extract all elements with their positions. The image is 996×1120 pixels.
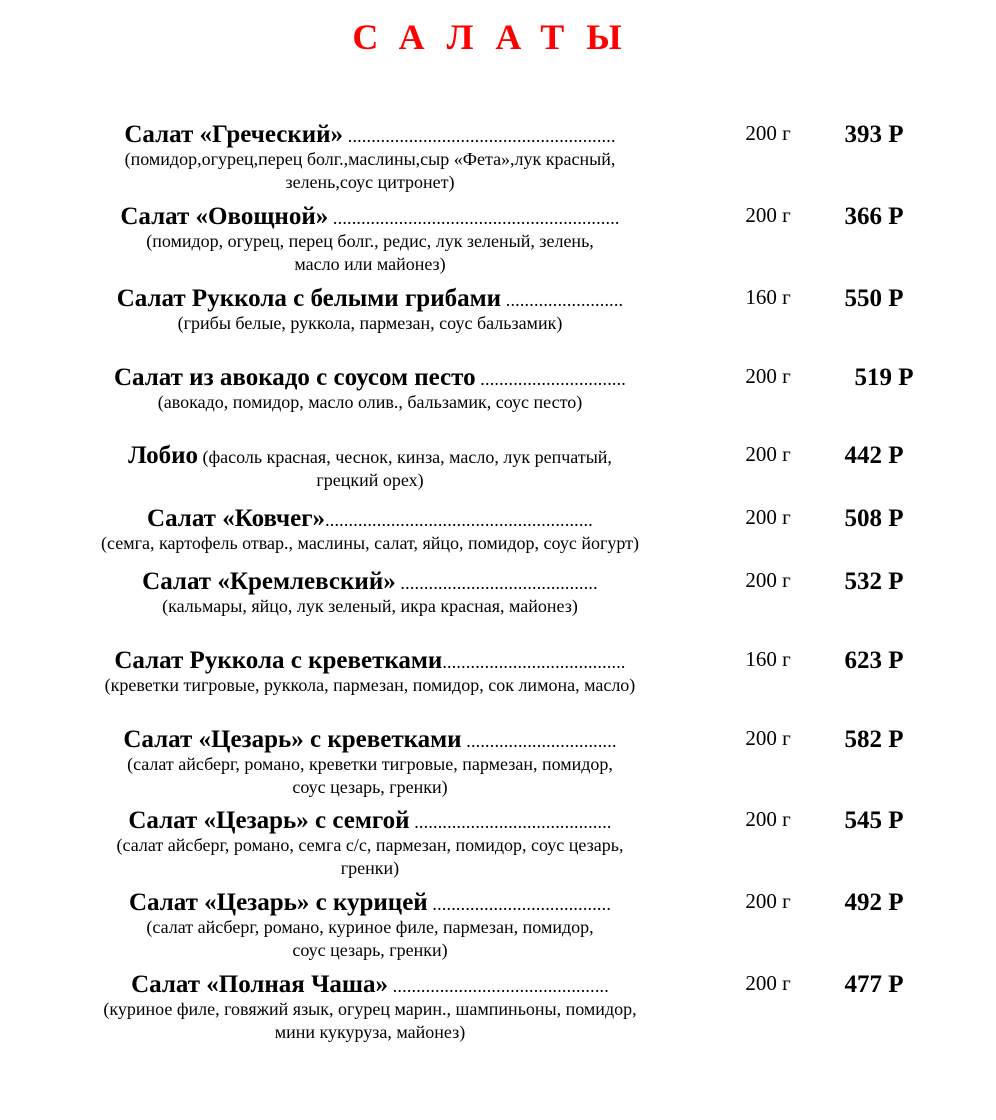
- description-line: (авокадо, помидор, масло олив., бальзамик, соус песто): [157, 392, 583, 412]
- description-line: (салат айсберг, романо, куриное филе, пармезан, помидор,: [146, 917, 594, 937]
- menu-item-leader-dots: ..............................................: [388, 976, 609, 996]
- menu-item-description: [0, 312, 740, 335]
- menu-item-name: Салат «Цезарь» с креветками: [123, 726, 462, 753]
- menu-item-description: [0, 916, 740, 962]
- menu-item-name: Салат Руккола с креветками: [114, 647, 443, 674]
- description-line: (салат айсберг, романо, креветки тигровые, пармезан, помидор,: [127, 754, 613, 774]
- menu-item-leader-dots: .............................................................: [328, 208, 620, 228]
- description-line: (кальмары, яйцо, лук зеленый, икра красная, майонез): [162, 596, 578, 616]
- menu-item-weight: 200 г: [745, 971, 791, 995]
- menu-item-name: Салат «Полная Чаша»: [131, 971, 389, 998]
- menu-item-leader-dots: .........................................................: [343, 126, 616, 146]
- menu-item-weight: 200 г: [745, 807, 791, 831]
- menu-item-leader-dots: .........................: [501, 290, 624, 310]
- page-title: САЛАТЫ: [352, 17, 644, 57]
- menu-item-weight: 160 г: [745, 285, 791, 309]
- description-line: (семга, картофель отвар., маслины, салат, яйцо, помидор, соус йогурт): [101, 533, 639, 553]
- description-line: соус цезарь, гренки): [292, 777, 448, 797]
- menu-item-name: Салат из авокадо с соусом песто: [113, 364, 476, 391]
- menu-item-leader-dots: ................................: [461, 731, 617, 751]
- menu-item-weight: 200 г: [745, 442, 791, 466]
- menu-item-price: 532 Р: [844, 568, 904, 595]
- menu-item-name: Салат «Кремлевский»: [142, 568, 396, 595]
- description-line: (помидор, огурец, перец болг., редис, лук зеленый, зелень,: [146, 231, 594, 251]
- menu-item-weight: 200 г: [745, 889, 791, 913]
- menu-item-leader-dots: .........................................................: [325, 510, 593, 530]
- menu-item-description: [0, 230, 740, 276]
- menu-item-description: [0, 469, 740, 492]
- menu-item-weight: 200 г: [745, 505, 791, 529]
- menu-item-price: 366 Р: [844, 203, 904, 230]
- menu-item-price: 477 Р: [844, 971, 904, 998]
- menu-item-description: [0, 595, 740, 618]
- description-line: (помидор,огурец,перец болг.,маслины,сыр «Фета»,лук красный,: [124, 149, 616, 169]
- menu-item-description: [0, 998, 740, 1044]
- menu-item-price: 550 Р: [844, 285, 904, 312]
- menu-item-price: 508 Р: [844, 505, 904, 532]
- menu-item-price: 545 Р: [844, 807, 904, 834]
- description-line: (креветки тигровые, руккола, пармезан, помидор, сок лимона, масло): [104, 675, 636, 695]
- menu-item-inline-description: (фасоль красная, чеснок, кинза, масло, лук репчатый,: [197, 447, 612, 467]
- menu-item-description: [0, 532, 740, 555]
- description-line: зелень,соус цитронет): [285, 172, 455, 192]
- menu-item-weight: 200 г: [745, 726, 791, 750]
- menu-item-name: Салат «Греческий»: [124, 121, 344, 148]
- menu-item-weight: 200 г: [745, 568, 791, 592]
- menu-item-name: Салат «Цезарь» с курицей: [128, 889, 428, 916]
- menu-item-leader-dots: ...............................: [475, 369, 626, 389]
- menu-item-description: [0, 834, 740, 880]
- menu-item-leader-dots: ..........................................: [409, 812, 612, 832]
- menu-item-description: [0, 674, 740, 697]
- menu-item-price: 582 Р: [844, 726, 904, 753]
- description-line: (грибы белые, руккола, пармезан, соус бальзамик): [177, 313, 563, 333]
- menu-item-leader-dots: .......................................: [442, 652, 626, 672]
- menu-item-price: 623 Р: [844, 647, 904, 674]
- menu-item-description: [0, 391, 740, 414]
- menu-item-description: [0, 148, 740, 194]
- description-line: гренки): [340, 858, 400, 878]
- menu-item-weight: 200 г: [745, 203, 791, 227]
- menu-item-name: Салат «Овощной»: [120, 203, 329, 230]
- menu-item-leader-dots: ..........................................: [395, 573, 598, 593]
- menu-item-price: 519 Р: [854, 364, 914, 391]
- menu-item-price: 442 Р: [844, 442, 904, 469]
- menu-item-leader-dots: ......................................: [427, 894, 612, 914]
- menu-item-price: 492 Р: [844, 889, 904, 916]
- menu-item-description: [0, 753, 740, 799]
- description-line: соус цезарь, гренки): [292, 940, 448, 960]
- menu-item-weight: 160 г: [745, 647, 791, 671]
- menu-item-weight: 200 г: [745, 364, 791, 388]
- description-line: мини кукуруза, майонез): [274, 1022, 466, 1042]
- description-line: грецкий орех): [316, 470, 424, 490]
- description-line: масло или майонез): [294, 254, 446, 274]
- menu-item-price: 393 Р: [844, 121, 904, 148]
- description-line: (салат айсберг, романо, семга с/с, пармезан, помидор, соус цезарь,: [116, 835, 624, 855]
- menu-item-name: Салат «Цезарь» с семгой: [128, 807, 410, 834]
- menu-item-name: Салат «Ковчег»: [147, 505, 326, 532]
- menu-item-name: Салат Руккола с белыми грибами: [116, 285, 502, 312]
- menu-item-name: Лобио: [128, 442, 198, 469]
- description-line: (куриное филе, говяжий язык, огурец марин., шампиньоны, помидор,: [103, 999, 637, 1019]
- menu-item-weight: 200 г: [745, 121, 791, 145]
